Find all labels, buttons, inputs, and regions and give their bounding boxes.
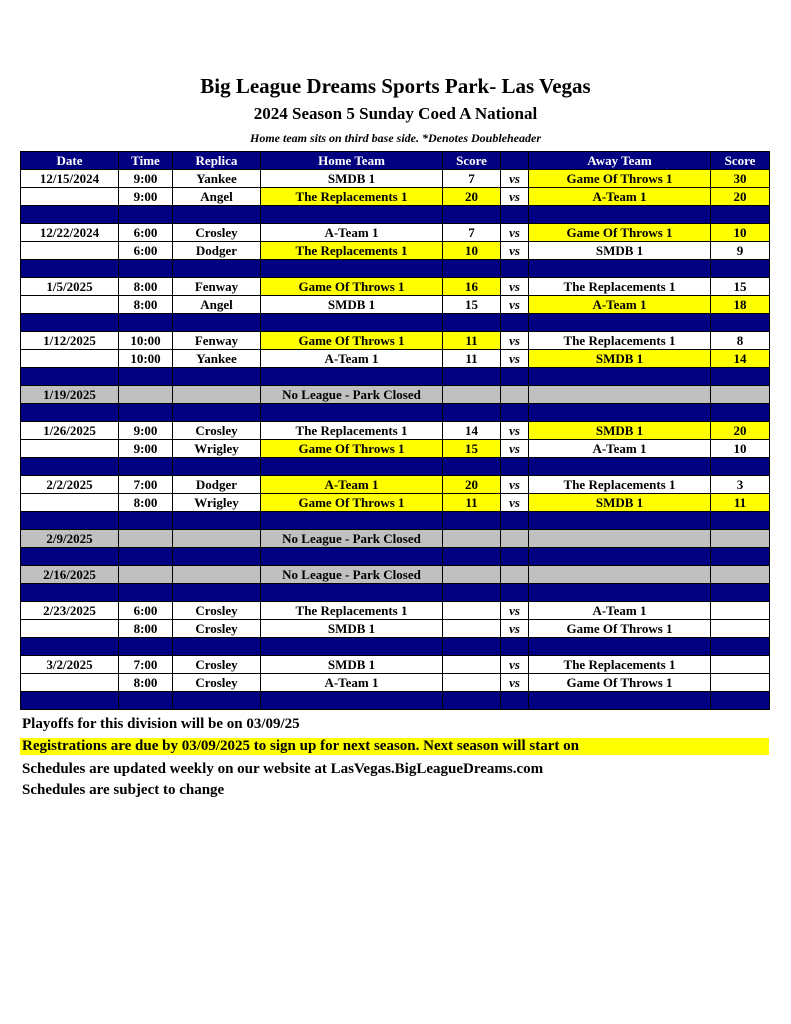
game-time: 6:00	[119, 602, 173, 620]
empty-cell	[119, 566, 173, 584]
separator-cell	[443, 368, 501, 386]
home-score: 20	[443, 476, 501, 494]
closed-label: No League - Park Closed	[261, 566, 443, 584]
separator-cell	[261, 260, 443, 278]
closed-row	[21, 530, 770, 548]
separator-cell	[501, 458, 529, 476]
empty-cell	[443, 566, 501, 584]
separator-cell	[119, 206, 173, 224]
game-field: Crosley	[173, 674, 261, 692]
separator-cell	[443, 548, 501, 566]
table-row	[21, 656, 770, 674]
closed-label: No League - Park Closed	[261, 530, 443, 548]
table-row	[21, 674, 770, 692]
closed-label: No League - Park Closed	[261, 386, 443, 404]
game-field: Dodger	[173, 242, 261, 260]
separator-cell	[529, 314, 711, 332]
separator-cell	[261, 458, 443, 476]
separator-cell	[711, 458, 770, 476]
col-vs	[501, 152, 529, 170]
separator-cell	[261, 512, 443, 530]
week-separator	[21, 692, 770, 710]
table-row	[21, 224, 770, 242]
table-row	[21, 602, 770, 620]
separator-cell	[119, 638, 173, 656]
week-separator	[21, 206, 770, 224]
game-time: 8:00	[119, 620, 173, 638]
home-team: SMDB 1	[261, 620, 443, 638]
home-score	[443, 656, 501, 674]
week-separator	[21, 260, 770, 278]
separator-cell	[173, 206, 261, 224]
separator-cell	[529, 638, 711, 656]
separator-cell	[173, 260, 261, 278]
separator-cell	[261, 638, 443, 656]
empty-cell	[529, 530, 711, 548]
home-score: 7	[443, 224, 501, 242]
home-team: SMDB 1	[261, 656, 443, 674]
game-time: 10:00	[119, 332, 173, 350]
away-team: Game Of Throws 1	[529, 170, 711, 188]
away-score: 20	[711, 188, 770, 206]
separator-cell	[261, 314, 443, 332]
game-time: 6:00	[119, 224, 173, 242]
home-team: SMDB 1	[261, 296, 443, 314]
table-row	[21, 242, 770, 260]
game-date: 2/16/2025	[21, 566, 119, 584]
separator-cell	[501, 584, 529, 602]
schedule-table	[20, 151, 770, 710]
separator-cell	[119, 692, 173, 710]
home-team: The Replacements 1	[261, 602, 443, 620]
away-team: Game Of Throws 1	[529, 620, 711, 638]
empty-cell	[529, 566, 711, 584]
empty-cell	[21, 620, 119, 638]
table-row	[21, 188, 770, 206]
table-row	[21, 494, 770, 512]
separator-cell	[501, 206, 529, 224]
table-row	[21, 422, 770, 440]
week-separator	[21, 368, 770, 386]
playoffs-note: Playoffs for this division will be on 03/09/25	[22, 716, 300, 732]
separator-cell	[261, 368, 443, 386]
away-team: SMDB 1	[529, 242, 711, 260]
home-team: A-Team 1	[261, 350, 443, 368]
vs-label: vs	[501, 422, 529, 440]
col-home-score: Score	[443, 152, 501, 170]
game-date: 1/19/2025	[21, 386, 119, 404]
vs-label: vs	[501, 170, 529, 188]
game-field: Fenway	[173, 278, 261, 296]
col-date: Date	[21, 152, 119, 170]
game-time: 10:00	[119, 350, 173, 368]
vs-label: vs	[501, 224, 529, 242]
separator-cell	[711, 206, 770, 224]
away-score	[711, 620, 770, 638]
away-team: Game Of Throws 1	[529, 224, 711, 242]
empty-cell	[443, 386, 501, 404]
website-note: Schedules are updated weekly on our website at LasVegas.BigLeagueDreams.com	[22, 761, 544, 777]
separator-cell	[261, 206, 443, 224]
table-row	[21, 278, 770, 296]
separator-cell	[443, 638, 501, 656]
game-time: 9:00	[119, 170, 173, 188]
separator-cell	[21, 512, 119, 530]
empty-cell	[501, 566, 529, 584]
separator-cell	[443, 314, 501, 332]
home-score: 16	[443, 278, 501, 296]
week-separator	[21, 458, 770, 476]
home-score	[443, 674, 501, 692]
separator-cell	[173, 368, 261, 386]
home-team: The Replacements 1	[261, 242, 443, 260]
separator-cell	[711, 692, 770, 710]
home-score	[443, 602, 501, 620]
game-time: 8:00	[119, 278, 173, 296]
away-score: 9	[711, 242, 770, 260]
home-team: A-Team 1	[261, 674, 443, 692]
separator-cell	[119, 314, 173, 332]
separator-cell	[529, 548, 711, 566]
game-field: Crosley	[173, 620, 261, 638]
separator-cell	[173, 638, 261, 656]
away-score: 10	[711, 224, 770, 242]
week-separator	[21, 314, 770, 332]
col-away-team: Away Team	[529, 152, 711, 170]
table-row	[21, 350, 770, 368]
table-row	[21, 170, 770, 188]
separator-cell	[21, 458, 119, 476]
separator-cell	[711, 368, 770, 386]
home-score: 11	[443, 332, 501, 350]
separator-cell	[711, 638, 770, 656]
game-field: Angel	[173, 188, 261, 206]
home-team: Game Of Throws 1	[261, 494, 443, 512]
empty-cell	[173, 530, 261, 548]
home-team: The Replacements 1	[261, 188, 443, 206]
home-team: Game Of Throws 1	[261, 278, 443, 296]
registration-note: Registrations are due by 03/09/2025 to sign up for next season. Next season will start on	[20, 738, 769, 755]
separator-cell	[261, 584, 443, 602]
home-team: Game Of Throws 1	[261, 440, 443, 458]
empty-cell	[21, 494, 119, 512]
separator-cell	[119, 584, 173, 602]
vs-label: vs	[501, 602, 529, 620]
separator-cell	[501, 404, 529, 422]
change-note: Schedules are subject to change	[22, 782, 225, 798]
game-time: 7:00	[119, 656, 173, 674]
separator-cell	[711, 548, 770, 566]
separator-cell	[501, 512, 529, 530]
game-field: Crosley	[173, 656, 261, 674]
home-team: Game Of Throws 1	[261, 332, 443, 350]
away-score	[711, 674, 770, 692]
away-score	[711, 656, 770, 674]
away-team: SMDB 1	[529, 422, 711, 440]
closed-row	[21, 566, 770, 584]
separator-cell	[443, 512, 501, 530]
game-field: Fenway	[173, 332, 261, 350]
empty-cell	[711, 386, 770, 404]
empty-cell	[119, 386, 173, 404]
separator-cell	[173, 692, 261, 710]
separator-cell	[21, 638, 119, 656]
empty-cell	[21, 242, 119, 260]
away-team: The Replacements 1	[529, 476, 711, 494]
game-field: Angel	[173, 296, 261, 314]
separator-cell	[173, 314, 261, 332]
separator-cell	[119, 548, 173, 566]
separator-cell	[501, 548, 529, 566]
empty-cell	[21, 440, 119, 458]
separator-cell	[443, 584, 501, 602]
separator-cell	[21, 404, 119, 422]
game-date: 1/26/2025	[21, 422, 119, 440]
separator-cell	[501, 692, 529, 710]
separator-cell	[501, 314, 529, 332]
table-row	[21, 296, 770, 314]
empty-cell	[529, 386, 711, 404]
game-field: Crosley	[173, 224, 261, 242]
separator-cell	[529, 512, 711, 530]
col-away-score: Score	[711, 152, 770, 170]
vs-label: vs	[501, 440, 529, 458]
schedule-body	[21, 170, 770, 710]
game-date: 2/9/2025	[21, 530, 119, 548]
away-score: 20	[711, 422, 770, 440]
table-row	[21, 476, 770, 494]
separator-cell	[443, 206, 501, 224]
vs-label: vs	[501, 476, 529, 494]
separator-cell	[173, 548, 261, 566]
away-team: The Replacements 1	[529, 656, 711, 674]
game-time: 9:00	[119, 440, 173, 458]
separator-cell	[443, 458, 501, 476]
separator-cell	[529, 260, 711, 278]
separator-cell	[21, 206, 119, 224]
vs-label: vs	[501, 242, 529, 260]
away-team: SMDB 1	[529, 494, 711, 512]
game-time: 8:00	[119, 494, 173, 512]
separator-cell	[529, 368, 711, 386]
away-team: The Replacements 1	[529, 332, 711, 350]
vs-label: vs	[501, 332, 529, 350]
closed-row	[21, 386, 770, 404]
col-replica: Replica	[173, 152, 261, 170]
away-score: 18	[711, 296, 770, 314]
away-score: 8	[711, 332, 770, 350]
separator-cell	[529, 404, 711, 422]
empty-cell	[443, 530, 501, 548]
empty-cell	[711, 566, 770, 584]
week-separator	[21, 404, 770, 422]
empty-cell	[21, 350, 119, 368]
col-time: Time	[119, 152, 173, 170]
home-score	[443, 620, 501, 638]
game-date: 12/15/2024	[21, 170, 119, 188]
game-time: 7:00	[119, 476, 173, 494]
empty-cell	[21, 188, 119, 206]
away-score: 3	[711, 476, 770, 494]
home-score: 15	[443, 296, 501, 314]
empty-cell	[21, 296, 119, 314]
game-date: 1/5/2025	[21, 278, 119, 296]
vs-label: vs	[501, 674, 529, 692]
page-subtitle: 2024 Season 5 Sunday Coed A National	[253, 104, 538, 123]
week-separator	[21, 584, 770, 602]
home-team: A-Team 1	[261, 224, 443, 242]
separator-cell	[501, 638, 529, 656]
separator-cell	[501, 260, 529, 278]
game-field: Crosley	[173, 602, 261, 620]
vs-label: vs	[501, 278, 529, 296]
game-field: Crosley	[173, 422, 261, 440]
separator-cell	[21, 368, 119, 386]
empty-cell	[501, 530, 529, 548]
game-field: Wrigley	[173, 494, 261, 512]
empty-cell	[119, 530, 173, 548]
game-date: 1/12/2025	[21, 332, 119, 350]
away-team: A-Team 1	[529, 296, 711, 314]
away-score: 14	[711, 350, 770, 368]
separator-cell	[119, 512, 173, 530]
page-title: Big League Dreams Sports Park- Las Vegas	[200, 74, 591, 98]
separator-cell	[529, 206, 711, 224]
home-team: The Replacements 1	[261, 422, 443, 440]
separator-cell	[119, 458, 173, 476]
table-row	[21, 620, 770, 638]
away-team: A-Team 1	[529, 188, 711, 206]
schedule-note: Home team sits on third base side. *Denotes Doubleheader	[250, 131, 541, 145]
away-score: 30	[711, 170, 770, 188]
vs-label: vs	[501, 656, 529, 674]
empty-cell	[711, 530, 770, 548]
vs-label: vs	[501, 188, 529, 206]
separator-cell	[711, 512, 770, 530]
separator-cell	[529, 458, 711, 476]
game-date: 2/2/2025	[21, 476, 119, 494]
separator-cell	[261, 548, 443, 566]
away-score: 15	[711, 278, 770, 296]
separator-cell	[711, 260, 770, 278]
col-home-team: Home Team	[261, 152, 443, 170]
home-score: 7	[443, 170, 501, 188]
empty-cell	[173, 386, 261, 404]
home-team: SMDB 1	[261, 170, 443, 188]
table-row	[21, 440, 770, 458]
away-score: 11	[711, 494, 770, 512]
home-score: 15	[443, 440, 501, 458]
separator-cell	[21, 692, 119, 710]
game-field: Yankee	[173, 170, 261, 188]
empty-cell	[501, 386, 529, 404]
week-separator	[21, 638, 770, 656]
week-separator	[21, 512, 770, 530]
separator-cell	[443, 404, 501, 422]
home-team: A-Team 1	[261, 476, 443, 494]
game-date: 3/2/2025	[21, 656, 119, 674]
separator-cell	[173, 584, 261, 602]
away-team: The Replacements 1	[529, 278, 711, 296]
home-score: 11	[443, 350, 501, 368]
game-field: Wrigley	[173, 440, 261, 458]
separator-cell	[501, 368, 529, 386]
game-field: Dodger	[173, 476, 261, 494]
separator-cell	[21, 548, 119, 566]
separator-cell	[261, 692, 443, 710]
week-separator	[21, 548, 770, 566]
empty-cell	[21, 674, 119, 692]
separator-cell	[261, 404, 443, 422]
separator-cell	[21, 260, 119, 278]
separator-cell	[173, 458, 261, 476]
separator-cell	[443, 692, 501, 710]
game-date: 2/23/2025	[21, 602, 119, 620]
away-team: Game Of Throws 1	[529, 674, 711, 692]
separator-cell	[173, 404, 261, 422]
separator-cell	[529, 584, 711, 602]
separator-cell	[443, 260, 501, 278]
game-time: 6:00	[119, 242, 173, 260]
vs-label: vs	[501, 494, 529, 512]
table-row	[21, 332, 770, 350]
vs-label: vs	[501, 620, 529, 638]
separator-cell	[119, 368, 173, 386]
away-team: SMDB 1	[529, 350, 711, 368]
away-score: 10	[711, 440, 770, 458]
game-time: 9:00	[119, 422, 173, 440]
separator-cell	[173, 512, 261, 530]
separator-cell	[119, 404, 173, 422]
table-header-row	[21, 152, 770, 170]
separator-cell	[21, 314, 119, 332]
separator-cell	[711, 404, 770, 422]
away-team: A-Team 1	[529, 440, 711, 458]
vs-label: vs	[501, 296, 529, 314]
empty-cell	[173, 566, 261, 584]
home-score: 20	[443, 188, 501, 206]
separator-cell	[711, 584, 770, 602]
separator-cell	[529, 692, 711, 710]
separator-cell	[711, 314, 770, 332]
game-time: 9:00	[119, 188, 173, 206]
home-score: 14	[443, 422, 501, 440]
game-time: 8:00	[119, 296, 173, 314]
separator-cell	[21, 584, 119, 602]
away-team: A-Team 1	[529, 602, 711, 620]
separator-cell	[119, 260, 173, 278]
away-score	[711, 602, 770, 620]
vs-label: vs	[501, 350, 529, 368]
home-score: 11	[443, 494, 501, 512]
home-score: 10	[443, 242, 501, 260]
game-time: 8:00	[119, 674, 173, 692]
game-field: Yankee	[173, 350, 261, 368]
game-date: 12/22/2024	[21, 224, 119, 242]
